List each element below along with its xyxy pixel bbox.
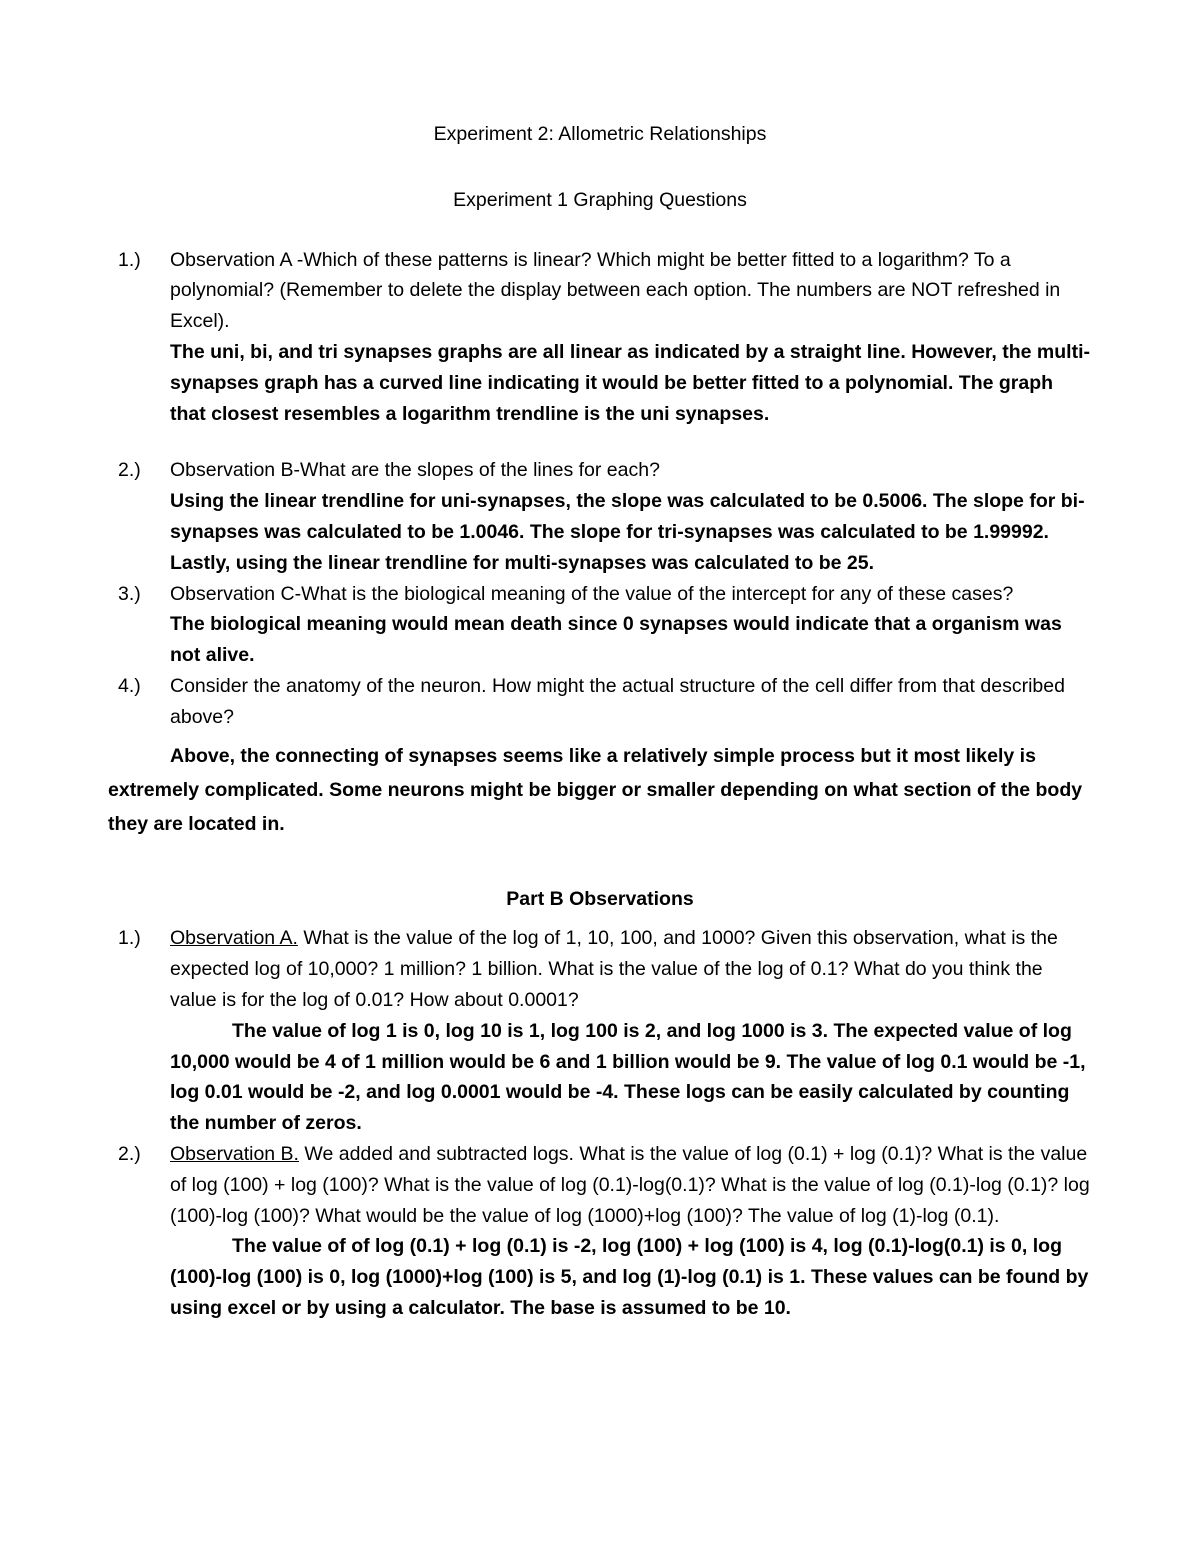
question-item-b1 xyxy=(108,923,1092,1139)
question-item-b2 xyxy=(108,1139,1092,1324)
answer-text-b1: The value of log 1 is 0, log 10 is 1, log 100 is 2, and log 1000 is 3. The expected value of log 10,000 would be 4 of 1 million would be 6 and 1 billion would be 9. The value of log 0.1 would be -1, log 0.01 would be -2, and log 0.0001 would be -4. These logs can be easily calculated by counting the number of zeros. xyxy=(170,1019,1086,1135)
question-item-2 xyxy=(108,455,1092,578)
question-number-b2: 2.) xyxy=(118,1142,141,1165)
question-text-4: Consider the anatomy of the neuron. How might the actual structure of the cell differ from that described above? xyxy=(170,674,1065,728)
question-number-2: 2.) xyxy=(118,459,141,482)
question-number-1: 1.) xyxy=(118,248,141,271)
answer-text-1: The uni, bi, and tri synapses graphs are all linear as indicated by a straight line. However, the multi-synapses graph has a curved line indicating it would be better fitted to a polynomial. The graph that closest resembles a logarithm trendline is the uni synapses. xyxy=(170,340,1091,425)
question-body-b1: What is the value of the log of 1, 10, 100, and 1000? Given this observation, what is the expected log of 10,000? 1 million? 1 billion. What is the value of the log of 0.1? What do you think the value is for the log of 0.01? How about 0.0001? xyxy=(170,927,1058,1011)
question-text-3: Observation C-What is the biological meaning of the value of the intercept for any of these cases? xyxy=(170,582,1014,605)
question-number-3: 3.) xyxy=(118,582,141,605)
part-b-question-list xyxy=(108,923,1092,1323)
spacer xyxy=(108,429,1092,455)
question-item-1 xyxy=(108,245,1092,430)
answer-text-4: Above, the connecting of synapses seems like a relatively simple process but it most likely is extremely complicated. Some neurons might be bigger or smaller depending on what section of the body they are located in. xyxy=(108,745,1083,835)
observation-label-b1: Observation A. xyxy=(170,927,298,950)
question-text-2: Observation B-What are the slopes of the lines for each? xyxy=(170,459,660,482)
question-text-1: Observation A -Which of these patterns is linear? Which might be better fitted to a logarithm? To a polynomial? (Remember to delete the display between each option. The numbers are NOT refreshed in Excel). xyxy=(170,248,1061,333)
question-text-b2 xyxy=(170,1139,1092,1231)
question-item-3 xyxy=(108,579,1092,671)
part-a-question-list xyxy=(108,245,1092,842)
page-title: Experiment 2: Allometric Relationships xyxy=(433,123,767,145)
part-b-heading: Part B Observations xyxy=(506,888,694,911)
page-subtitle: Experiment 1 Graphing Questions xyxy=(453,189,747,212)
observation-label-b2: Observation B. xyxy=(170,1142,299,1165)
question-body-b2: We added and subtracted logs. What is the value of log (0.1) + log (0.1)? What is the value of log (100) + log (100)? What is the value of log (0.1)-log(0.1)? What is the value of log (0.1)-log (0.1)? log (100)-log (100)? What would be the value of log (1000)+log (100)? The value of log (1)-log (0.1). xyxy=(170,1142,1090,1227)
question-number-b1: 1.) xyxy=(118,927,141,950)
spacer xyxy=(108,841,1092,885)
question-item-4 xyxy=(108,671,1092,733)
answer-text-2: Using the linear trendline for uni-synapses, the slope was calculated to be 0.5006. The slope for bi-synapses was calculated to be 1.0046. The slope for tri-synapses was calculated to be 1.99992. Lastly, using the linear trendline for multi-synapses was calculated to be 25. xyxy=(170,490,1085,574)
question-text-b1 xyxy=(170,923,1092,1015)
question-number-4: 4.) xyxy=(118,674,141,697)
answer-text-b2: The value of of log (0.1) + log (0.1) is -2, log (100) + log (100) is 4, log (0.1)-log(0.1) is 0, log (100)-log (100) is 0, log (1000)+log (100) is 5, and log (1)-log (0.1) is 1. These values can be found by using excel or by using a calculator. The base is assumed to be 10. xyxy=(170,1235,1089,1319)
answer-text-3: The biological meaning would mean death since 0 synapses would indicate that a organism was not alive. xyxy=(170,613,1062,667)
